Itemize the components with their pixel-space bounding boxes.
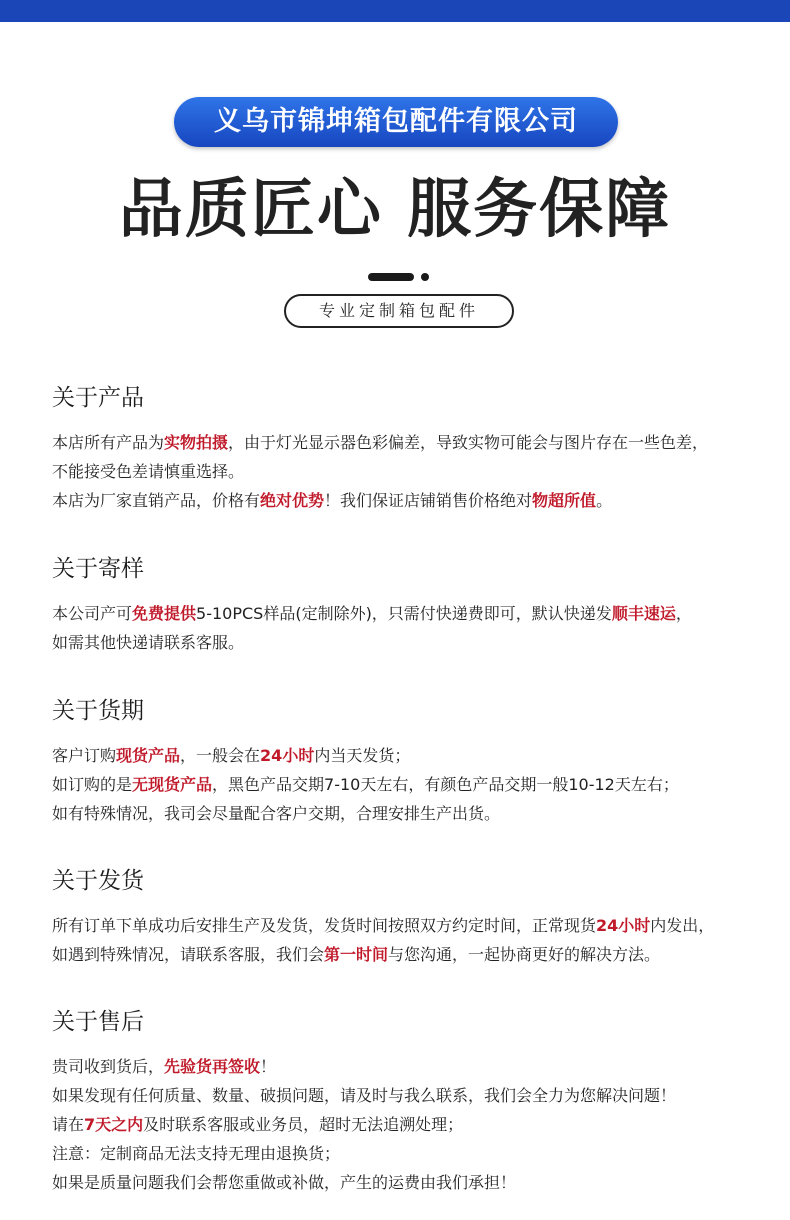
paragraph-line [52,1110,762,1139]
highlight-text: 实物拍摄 [164,433,229,452]
section-product [52,382,762,515]
paragraph-line [52,1081,762,1110]
subtitle-badge: 专业定制箱包配件 [284,294,514,328]
paragraph-line [52,599,762,628]
highlight-text: 先验货再签收 [164,1057,261,1076]
page-headline: 品质匠心 服务保障 [118,173,672,247]
divider-dash [368,273,414,281]
paragraph-line [52,1052,762,1081]
body-text: 贵司收到货后， [52,1057,165,1076]
paragraph-line [52,770,762,799]
body-text: 与您沟通，一起协商更好的解决方法。 [388,945,661,964]
body-text: ！我们保证店铺销售价格绝对 [324,491,533,510]
highlight-text: 免费提供 [132,604,197,623]
paragraph-line [52,457,762,486]
section-body [52,428,762,515]
section-title: 关于发货 [52,868,144,894]
section-body [52,1052,762,1197]
body-text: 内当天发货； [314,746,411,765]
paragraph-line [52,428,762,457]
body-text: 如需其他快递请联系客服。 [52,633,245,652]
section-title: 关于售后 [52,1009,144,1035]
body-text: ！ [260,1057,277,1076]
body-text: 。 [596,491,613,510]
paragraph-line [52,1139,762,1168]
body-text: ， [675,604,692,623]
body-text: 如果发现有任何质量、数量、破损问题，请及时与我么联系，我们会全力为您解决问题！ [52,1086,677,1105]
body-text: 请在 [52,1115,85,1134]
section-sample [52,553,762,657]
body-text: 5-10PCS样品(定制除外)，只需付快递费即可，默认快递发 [196,604,612,623]
highlight-text: 现货产品 [116,746,181,765]
body-text: 所有订单下单成功后安排生产及发货，发货时间按照双方约定时间，正常现货 [52,916,597,935]
section-after-sales [52,1006,762,1197]
body-text: 如遇到特殊情况，请联系客服，我们会 [52,945,325,964]
body-text: ，黑色产品交期7-10天左右，有颜色产品交期一般10-12天左右； [212,775,679,794]
section-body [52,741,762,828]
highlight-text: 第一时间 [324,945,389,964]
top-bar [0,0,790,22]
highlight-text: 物超所值 [532,491,597,510]
body-text: 本公司产可 [52,604,133,623]
section-title: 关于产品 [52,385,144,411]
section-body [52,599,762,657]
body-text: 内发出， [650,916,715,935]
paragraph-line [52,799,762,828]
paragraph-line [52,628,762,657]
paragraph-line [52,911,762,940]
highlight-text: 顺丰速运 [611,604,676,623]
section-delivery-time [52,695,762,828]
highlight-text: 无现货产品 [132,775,213,794]
body-text: 如有特殊情况，我司会尽量配合客户交期，合理安排生产出货。 [52,804,501,823]
body-text: 客户订购 [52,746,117,765]
body-text: 及时联系客服或业务员，超时无法追溯处理； [143,1115,464,1134]
paragraph-line [52,1168,762,1197]
body-text: 注意：定制商品无法支持无理由退换货； [52,1144,341,1163]
highlight-text: 24小时 [596,916,651,935]
divider-dot [421,273,429,281]
body-text: ，一般会在 [180,746,261,765]
highlight-text: 7天之内 [84,1115,144,1134]
section-title: 关于寄样 [52,556,144,582]
highlight-text: 24小时 [260,746,315,765]
body-text: ，由于灯光显示器色彩偏差，导致实物可能会与图片存在一些色差， [228,433,709,452]
section-title: 关于货期 [52,698,144,724]
highlight-text: 绝对优势 [260,491,325,510]
paragraph-line [52,486,762,515]
body-text: 本店所有产品为 [52,433,165,452]
section-shipping [52,865,762,969]
section-body [52,911,762,969]
paragraph-line [52,940,762,969]
paragraph-line [52,741,762,770]
body-text: 如订购的是 [52,775,133,794]
body-text: 不能接受色差请慎重选择。 [52,462,245,481]
body-text: 本店为厂家直销产品，价格有 [52,491,261,510]
company-name-banner: 义乌市锦坤箱包配件有限公司 [174,97,618,147]
body-text: 如果是质量问题我们会帮您重做或补做，产生的运费由我们承担！ [52,1173,517,1192]
